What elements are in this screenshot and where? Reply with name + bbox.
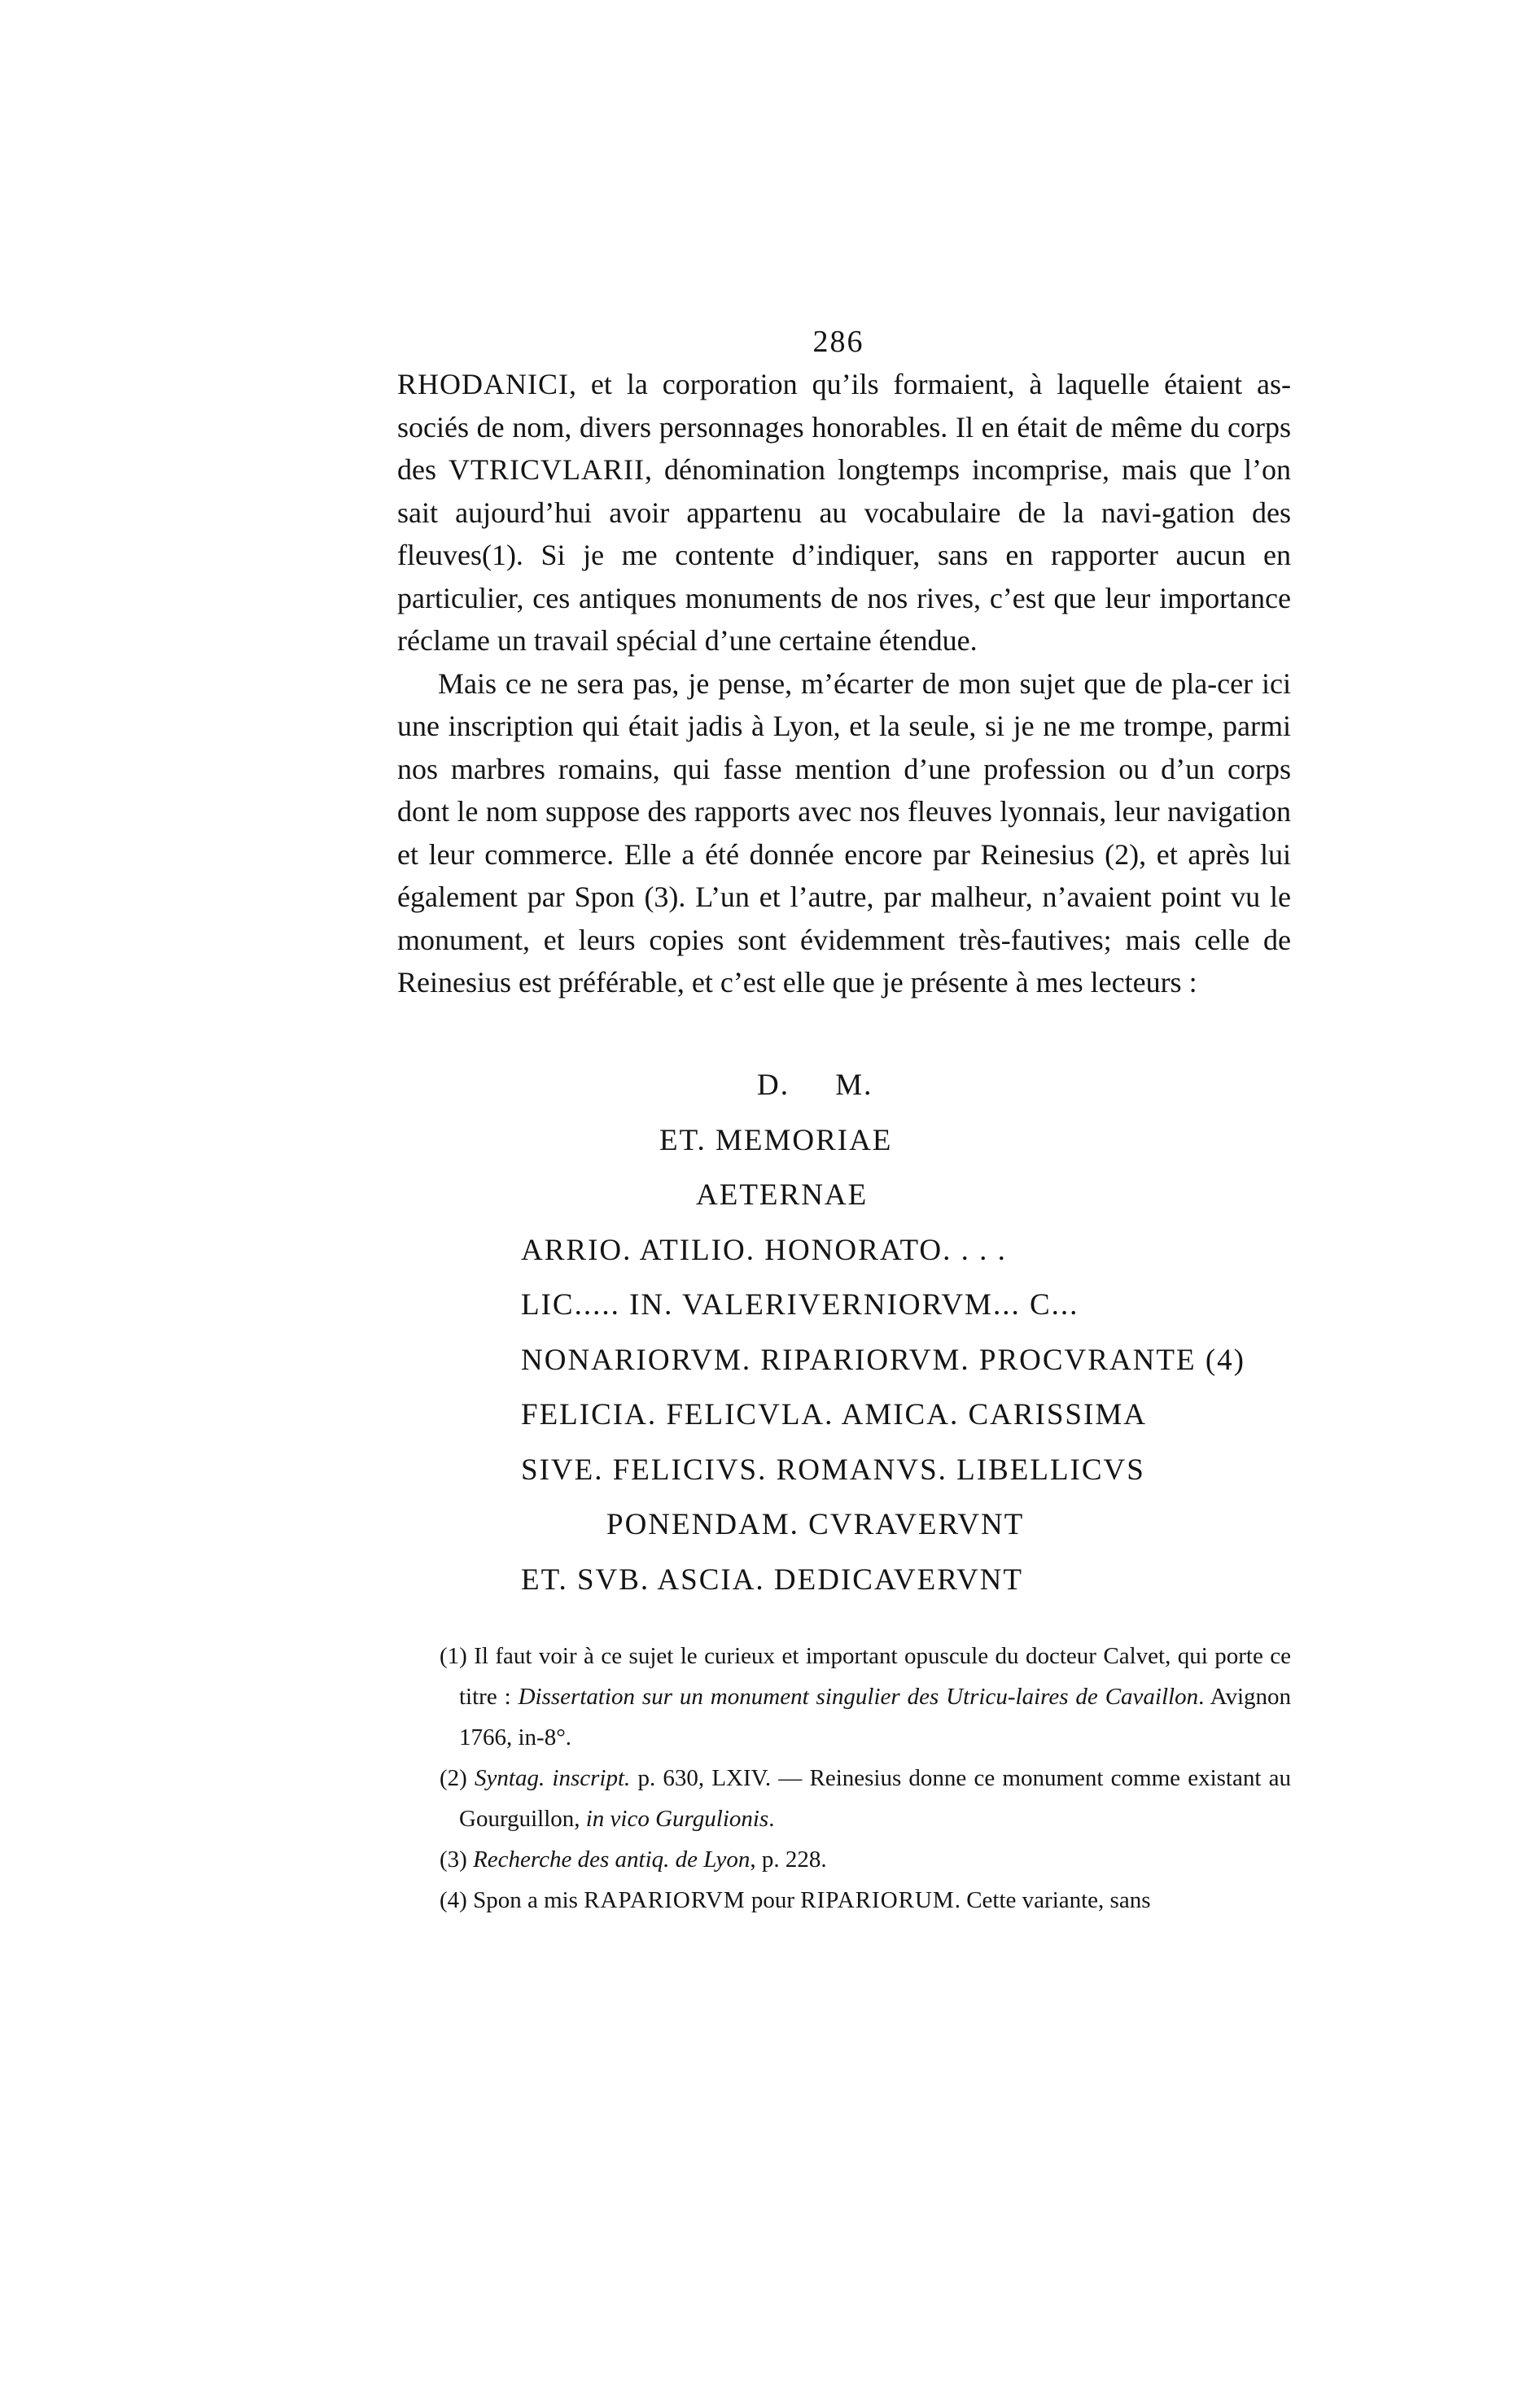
footnote-3-text-1: (3): [440, 1846, 474, 1873]
footnote-4: [440, 1880, 1291, 1921]
footnote-4-text-3: . Cette variante, sans: [954, 1887, 1151, 1913]
footnote-3: [440, 1839, 1291, 1880]
footnotes: [440, 1636, 1291, 1921]
footnote-3-text-2: , p. 228.: [750, 1846, 827, 1873]
footnote-2-latin: in vico Gurgulionis: [585, 1806, 769, 1832]
inscription-line: NONARIORVM. RIPARIORVM. PROCVRANTE (4): [521, 1343, 1245, 1377]
footnote-1: [440, 1636, 1291, 1758]
paragraph-1-part-4: , dénomination longtemps incomprise, mais que l’on sait aujourd’hui avoir appartenu au vocabulaire de la navi-gation des fleuves(1). Si je me contente d’indiquer, sans en rapporter aucun en particulier, ces antiques monuments de nos rives, c’est que leur importance réclame un travail spécial d’une certaine étendue.: [397, 453, 1291, 657]
footnote-3-source: Recherche des antiq. de Lyon: [473, 1846, 750, 1873]
paragraph-2: Mais ce ne sera pas, je pense, m’écarter de mon sujet que de pla-cer ici une inscription qui était jadis à Lyon, et la seule, si je ne me trompe, parmi nos marbres romains, qui fasse mention d’une profession ou d’un corps dont le nom suppose des rapports avec nos fleuves lyonnais, leur navigation et leur commerce. Elle a été donnée encore par Reinesius (2), et après lui également par Spon (3). L’un et l’autre, par malheur, n’avaient point vu le monument, et leurs copies sont évidemment très-fautives; mais celle de Reinesius est préférable, et c’est elle que je présente à mes lecteurs :: [397, 666, 1291, 999]
inscription-line: PONENDAM. CVRAVERVNT: [606, 1508, 1025, 1541]
inscription-line: ARRIO. ATILIO. HONORATO. . . .: [521, 1233, 1007, 1267]
footnote-4-text-2: pour: [745, 1887, 801, 1913]
footnote-4-variant: RAPARIORVM: [584, 1887, 746, 1913]
footnote-2-source: Syntag. inscript.: [475, 1765, 631, 1791]
footnote-2: [440, 1758, 1291, 1839]
inscription-line: FELICIA. FELICVLA. AMICA. CARISSIMA: [521, 1398, 1147, 1431]
inscription-line: D. M.: [757, 1069, 873, 1102]
inscription-line: LIC..... IN. VALERIVERNIORVM... C...: [521, 1288, 1079, 1322]
body-text: [397, 363, 1291, 1004]
paragraph-1-part-2: , et la corporation qu’ils formaient, à laquelle étaient as-sociés de nom, divers personnages honorables. Il en était de même du corps des: [397, 368, 1291, 486]
footnote-4-text-1: (4) Spon a mis: [440, 1887, 584, 1913]
footnote-2-text-2: p. 630, LXIV. — Reinesius donne ce monument comme existant au Gourguillon,: [459, 1765, 1291, 1832]
footnote-2-text-1: (2): [440, 1765, 475, 1791]
paragraph-1-part-1: RHODANICI: [397, 368, 569, 400]
inscription-line: ET. MEMORIAE: [659, 1123, 893, 1157]
paragraph-1: [397, 363, 1291, 662]
footnote-2-text-3: .: [768, 1806, 775, 1832]
inscription-line: SIVE. FELICIVS. ROMANVS. LIBELLICVS: [521, 1453, 1145, 1487]
inscription-line: ET. SVB. ASCIA. DEDICAVERVNT: [521, 1562, 1023, 1597]
footnote-1-title: Dissertation sur un monument singulier des Utricu-laires de Cavaillon: [518, 1684, 1199, 1710]
inscription: [521, 1058, 1245, 1607]
paragraph-1-part-3: VTRICVLARII: [449, 453, 645, 486]
page-number: 286: [812, 325, 864, 359]
inscription-line: AETERNAE: [696, 1178, 869, 1212]
footnote-1-text-2: . Avignon 1766, in-8°.: [459, 1684, 1292, 1750]
footnote-4-original: RIPARIORUM: [800, 1887, 955, 1913]
footnote-1-text-1: (1) Il faut voir à ce sujet le curieux et important opuscule du docteur Calvet, qui porte ce titre :: [440, 1643, 1291, 1710]
